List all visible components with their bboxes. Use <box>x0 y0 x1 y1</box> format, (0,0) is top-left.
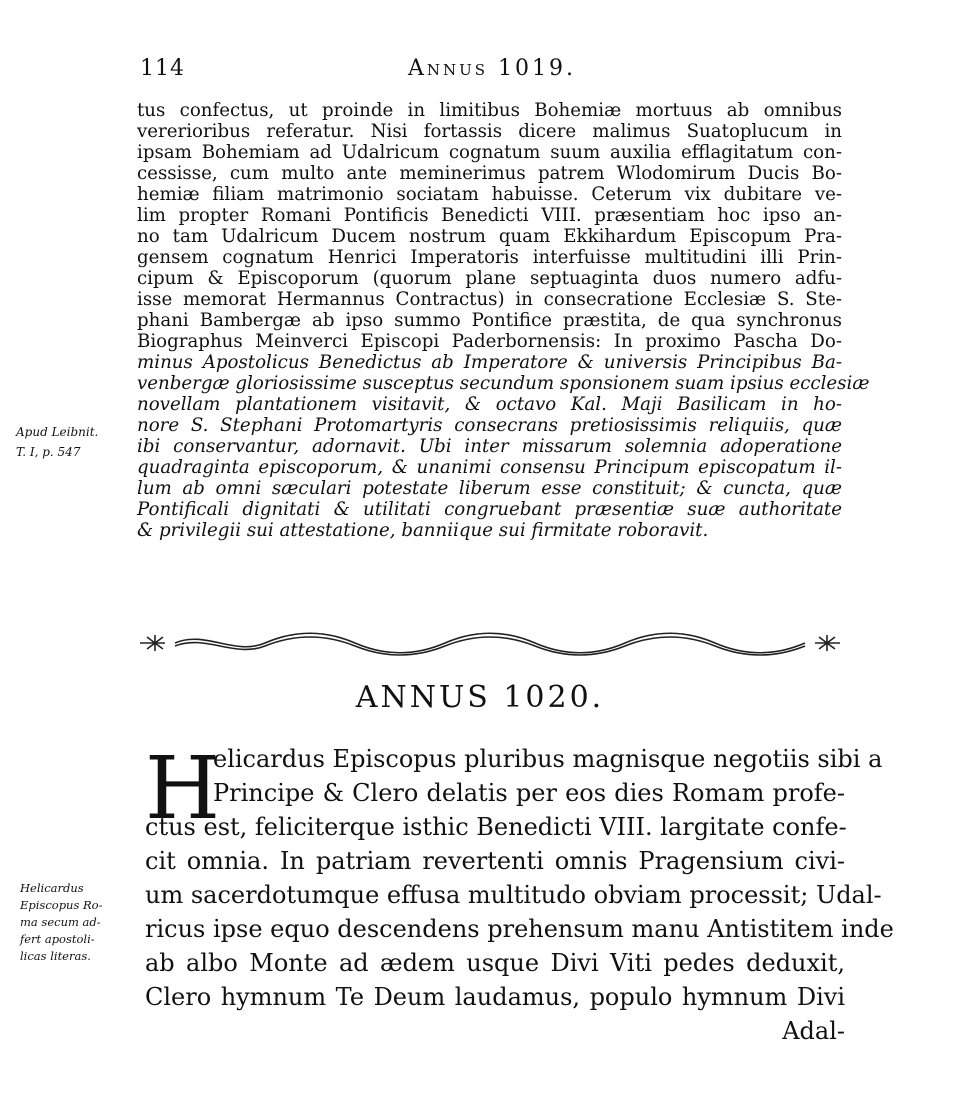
section-text-line: Clero hymnum Te Deum laudamus, populo hymnum Divi <box>145 983 845 1011</box>
text-line: tus confectus, ut proinde in limitibus Bohemiæ mortuus ab omnibus <box>137 100 842 121</box>
text-line: phani Bambergæ ab ipso summo Pontifice præstita, de qua synchronus <box>137 310 842 331</box>
text-line: isse memorat Hermannus Contractus) in consecratione Ecclesiæ S. Ste- <box>137 289 842 310</box>
margin-note-citation <box>16 422 136 462</box>
margin-note-line: Episcopus Ro- <box>20 898 103 912</box>
section-text-block <box>145 739 894 1048</box>
section-text-line: elicardus Episcopus pluribus magnisque negotiis sibi a <box>213 745 883 773</box>
margin-note-line: licas literas. <box>20 949 91 963</box>
section-text-line: ab albo Monte ad ædem usque Divi Viti pedes deduxit, <box>145 949 845 977</box>
running-head: Annus 1019. <box>408 56 577 81</box>
page-number: 114 <box>140 56 185 81</box>
margin-note-summary <box>20 880 132 965</box>
text-line: vererioribus referatur. Nisi fortassis dicere malimus Suatoplucum in <box>137 121 842 142</box>
main-text-block <box>137 100 870 541</box>
text-line: cessisse, cum multo ante meminerimus patrem Wlodomirum Ducis Bo- <box>137 163 842 184</box>
section-text-line: um sacerdotumque effusa multitudo obviam processit; Udal- <box>145 881 882 909</box>
text-line: Biographus Meinverci Episcopi Paderbornensis: In proximo Pascha Do- <box>137 331 842 352</box>
margin-note-line: T. I, p. 547 <box>16 445 81 459</box>
text-line: ipsam Bohemiam ad Udalricum cognatum suum auxilia efflagitatum con- <box>137 142 842 163</box>
section-text-line: Principe & Clero delatis per eos dies Romam profe- <box>213 779 845 807</box>
text-line: no tam Udalricum Ducem nostrum quam Ekkihardum Episcopum Pra- <box>137 226 842 247</box>
section-text-line: ricus ipse equo descendens prehensum manu Antistitem inde <box>145 915 894 943</box>
text-line: lum ab omni sæculari potestate liberum esse constituit; & cuncta, quæ <box>137 478 842 499</box>
text-line: nore S. Stephani Protomartyris consecrans pretiosissimis reliquiis, quæ <box>137 415 842 436</box>
section-text-line: Adal- <box>782 1017 845 1045</box>
section-title: ANNUS 1020. <box>355 680 605 715</box>
margin-note-line: Apud Leibnit. <box>16 425 99 439</box>
ornament-divider-icon <box>135 630 845 656</box>
text-line: ibi conservantur, adornavit. Ubi inter missarum solemnia adoperatione <box>137 436 842 457</box>
text-line: quadraginta episcoporum, & unanimi consensu Principum episcopatum il- <box>137 457 842 478</box>
text-line: hemiæ filiam matrimonio sociatam habuisse. Ceterum vix dubitare ve- <box>137 184 842 205</box>
text-line: cipum & Episcoporum (quorum plane septuaginta duos numero adfu- <box>137 268 842 289</box>
section-text-line: ctus est, feliciterque isthic Benedicti VIII. largitate confe- <box>145 813 847 841</box>
text-line: Pontificali dignitati & utilitati congruebant præsentiæ suæ authoritate <box>137 499 842 520</box>
drop-cap: H <box>145 739 220 839</box>
page-header <box>140 56 840 96</box>
text-line: novellam plantationem visitavit, & octavo Kal. Maji Basilicam in ho- <box>137 394 842 415</box>
margin-note-line: ma secum ad- <box>20 915 101 929</box>
text-line: & privilegii sui attestatione, banniique sui firmitate roboravit. <box>137 520 709 541</box>
margin-note-line: Helicardus <box>20 881 84 895</box>
text-line: minus Apostolicus Benedictus ab Imperatore & universis Principibus Ba- <box>137 352 842 373</box>
margin-note-line: fert apostoli- <box>20 932 95 946</box>
section-text-line: cit omnia. In patriam revertenti omnis Pragensium civi- <box>145 847 845 875</box>
text-line: gensem cognatum Henrici Imperatoris interfuisse multitudini illi Prin- <box>137 247 842 268</box>
text-line: lim propter Romani Pontificis Benedicti VIII. præsentiam hoc ipso an- <box>137 205 842 226</box>
text-line: venbergæ gloriosissime susceptus secundum sponsionem suam ipsius ecclesiæ <box>137 373 870 394</box>
